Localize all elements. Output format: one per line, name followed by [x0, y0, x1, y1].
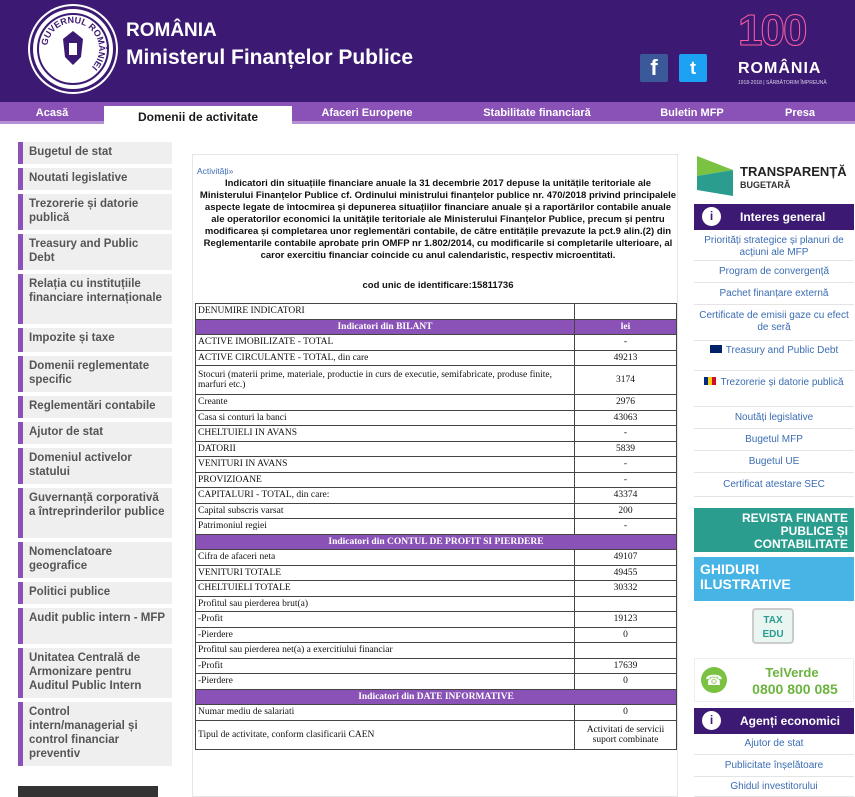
table-row-label: Creante: [196, 395, 575, 411]
transparenta-bugetara-banner[interactable]: [694, 152, 854, 200]
sidebar-item-trezorerie[interactable]: Trezorerie și datorie publică: [18, 194, 172, 230]
transparenta-logo-icon: [697, 156, 733, 196]
nav-domenii-activitate[interactable]: Domenii de activitate: [104, 106, 292, 128]
table-row-value: 0: [575, 705, 677, 721]
table-row-label: ACTIVE CIRCULANTE - TOTAL, din care: [196, 350, 575, 366]
table-row-label: Cifra de afaceri neta: [196, 550, 575, 566]
tax-edu-icon[interactable]: TAX EDU: [752, 608, 794, 644]
sidebar-item-guvernanta-corporativa[interactable]: Guvernanță corporativă a întreprinderilor publice: [18, 488, 172, 538]
link-ghidul-investitorului[interactable]: Ghidul investitorului: [694, 777, 854, 797]
table-row-label: VENITURI TOTALE: [196, 565, 575, 581]
link-label: Treasury and Public Debt: [725, 345, 839, 356]
table-row-value: -: [575, 472, 677, 488]
sidebar-item-reglementari-contabile[interactable]: Reglementări contabile: [18, 396, 172, 418]
table-row-label: Capital subscris varsat: [196, 503, 575, 519]
page-title: Indicatori din situațiile financiare anuale la 31 decembrie 2017 depuse la unitățile teritoriale ale Ministerului Finanțelor Publice cf. Ordinului ministrului finanțelor publice nr. 470/2018 privind principalele aspecte legate de întocmirea și depunerea situațiilor financiare anuale și a raportărilor contabile anuale ale operatorilor economici la unitățile teritoriale ale Ministerului Finanțelor Publice, precum și pentru modificarea și completarea unor reglementări contabile, de către entitățile prevazute la pct.9 alin.(2) din Reglementarile contabile aprobate prin OMFP nr 1.802/2014, cu modificarile si completarile ulterioare, al caror exercitiu financiar coincide cu anul calendaristic, respectiv microentitati.: [199, 178, 677, 261]
phone-icon: ☎: [701, 667, 727, 693]
section-date-informative: Indicatori din DATE INFORMATIVE: [196, 689, 677, 705]
table-row-value: 19123: [575, 612, 677, 628]
sidebar-item-noutati-legislative[interactable]: Noutati legislative: [18, 168, 172, 190]
info-icon: i: [702, 711, 721, 730]
revista-banner[interactable]: REVISTA FINANTE PUBLICE ȘI CONTABILITATE: [694, 508, 854, 552]
table-row-label: Tipul de activitate, conform clasificarii CAEN: [196, 720, 575, 749]
table-row-value: 2976: [575, 395, 677, 411]
link-trezorerie-datorie[interactable]: [694, 371, 854, 407]
centenary-logo-text: ROMÂNIA: [738, 60, 822, 77]
anaf-banner[interactable]: [18, 786, 158, 797]
link-prioritati-strategice[interactable]: Priorități strategice și planuri de acțiuni ale MFP: [694, 233, 854, 261]
sidebar-item-politici-publice[interactable]: Politici publice: [18, 582, 172, 604]
table-row-value: Activitati de servicii suport combinate: [575, 720, 677, 749]
fiscal-code: cod unic de identificare:15811736: [362, 280, 514, 291]
table-row-value: [575, 643, 677, 659]
uk-flag-icon: [710, 345, 722, 353]
sidebar-item-treasury[interactable]: Treasury and Public Debt: [18, 234, 172, 270]
interes-general-title: Interes general: [740, 210, 826, 224]
sidebar-item-control-intern[interactable]: Control intern/managerial și control financiar preventiv: [18, 702, 172, 766]
transparenta-title: TRANSPARENȚĂ: [740, 164, 847, 179]
table-row-label: CHELTUIELI TOTALE: [196, 581, 575, 597]
table-header-label: DENUMIRE INDICATORI: [196, 304, 575, 320]
table-row-value: 30332: [575, 581, 677, 597]
table-row-label: Patrimoniul regiei: [196, 519, 575, 535]
sidebar-item-bugetul-de-stat[interactable]: Bugetul de stat: [18, 142, 172, 164]
sidebar-item-nomenclatoare[interactable]: Nomenclatoare geografice: [18, 542, 172, 578]
ministry-name[interactable]: Ministerul Finanțelor Publice: [126, 46, 414, 69]
sidebar-item-impozite-taxe[interactable]: Impozite și taxe: [18, 328, 172, 352]
info-icon: i: [702, 207, 721, 226]
link-noutati-legislative[interactable]: Noutăți legislative: [694, 407, 854, 429]
table-row-label: Stocuri (materii prime, materiale, productie in curs de executie, semifabricate, produse finite, marfuri etc.): [196, 366, 575, 395]
table-row-label: Profitul sau pierderea net(a) a exercitiului financiar: [196, 643, 575, 659]
main-nav: [0, 102, 855, 124]
table-row-value: -: [575, 335, 677, 351]
table-row-value: 200: [575, 503, 677, 519]
link-publicitate-inselatoare[interactable]: Publicitate înșelătoare: [694, 755, 854, 777]
country-name: ROMÂNIA: [126, 20, 217, 41]
table-row-label: -Profit: [196, 612, 575, 628]
table-row-value: 49213: [575, 350, 677, 366]
table-row-label: -Pierdere: [196, 627, 575, 643]
agenti-economici-title: Agenți economici: [740, 714, 841, 728]
ro-flag-icon: [704, 377, 716, 385]
table-row-label: DATORII: [196, 441, 575, 457]
unit-lei: lei: [575, 319, 677, 335]
ghiduri-banner[interactable]: GHIDURI ILUSTRATIVE: [694, 557, 854, 601]
agenti-economici-header: [694, 708, 854, 734]
table-row-value: 43374: [575, 488, 677, 504]
table-row-label: VENITURI IN AVANS: [196, 457, 575, 473]
table-row-value: 49107: [575, 550, 677, 566]
table-row-label: PROVIZIOANE: [196, 472, 575, 488]
table-row-value: 0: [575, 674, 677, 690]
link-treasury-public-debt[interactable]: [694, 341, 854, 371]
facebook-icon[interactable]: f: [640, 54, 668, 82]
link-pachet-finantare[interactable]: Pachet finanțare externă: [694, 283, 854, 305]
section-profit-pierdere: Indicatori din CONTUL DE PROFIT SI PIERDERE: [196, 534, 677, 550]
table-row-label: Casa si conturi la banci: [196, 410, 575, 426]
table-row-value: [575, 596, 677, 612]
sidebar-item-domeniul-activelor[interactable]: Domeniul activelor statului: [18, 448, 172, 484]
sidebar-item-domenii-reglementate[interactable]: Domenii reglementate specific: [18, 356, 172, 392]
centenary-logo-number: 100: [738, 6, 806, 55]
table-row-value: -: [575, 519, 677, 535]
link-bugetul-mfp[interactable]: Bugetul MFP: [694, 429, 854, 451]
table-row-value: 43063: [575, 410, 677, 426]
nav-presa[interactable]: Presa: [785, 107, 815, 119]
table-row-label: -Pierdere: [196, 674, 575, 690]
table-row-label: ACTIVE IMOBILIZATE - TOTAL: [196, 335, 575, 351]
table-row-label: -Profit: [196, 658, 575, 674]
table-row-value: 49455: [575, 565, 677, 581]
nav-acasa[interactable]: Acasă: [35, 107, 69, 119]
table-row-value: -: [575, 426, 677, 442]
link-label: Trezorerie și datorie publică: [720, 377, 844, 388]
link-ajutor-de-stat[interactable]: Ajutor de stat: [694, 735, 854, 755]
telverde-number: 0800 800 085: [752, 681, 838, 697]
link-certificat-sec[interactable]: Certificat atestare SEC: [694, 473, 854, 497]
table-row-label: Profitul sau pierderea brut(a): [196, 596, 575, 612]
table-row-label: Numar mediu de salariati: [196, 705, 575, 721]
government-seal-logo[interactable]: [30, 6, 116, 92]
telverde-title: TelVerde: [765, 665, 819, 680]
sidebar-item-relatia-institutii[interactable]: Relația cu instituțiile financiare internaționale: [18, 274, 172, 324]
table-row-value: -: [575, 457, 677, 473]
table-row-value: 5839: [575, 441, 677, 457]
centenary-logo-subtitle: 1918-2018 | SĂRBĂTORIM ÎMPREUNĂ: [738, 80, 827, 86]
telverde-banner[interactable]: [694, 658, 854, 702]
breadcrumb[interactable]: Activități»: [197, 166, 234, 176]
nav-buletin-mfp[interactable]: Buletin MFP: [660, 107, 724, 119]
table-row-label: CHELTUIELI IN AVANS: [196, 426, 575, 442]
sidebar-item-audit-public[interactable]: Audit public intern - MFP: [18, 608, 172, 644]
link-program-convergenta[interactable]: Program de convergență: [694, 261, 854, 283]
seal-text: GUVERNUL ROMÂNIEI: [39, 14, 108, 73]
link-certificate-emisii[interactable]: Certificate de emisii gaze cu efect de seră: [694, 305, 854, 341]
table-row-value: 17639: [575, 658, 677, 674]
sidebar-item-ucaapi[interactable]: Unitatea Centrală de Armonizare pentru Auditul Public Intern: [18, 648, 172, 698]
financial-indicators-table: [195, 303, 677, 750]
link-bugetul-ue[interactable]: Bugetul UE: [694, 451, 854, 473]
table-row-value: 3174: [575, 366, 677, 395]
sidebar-item-ajutor-de-stat[interactable]: Ajutor de stat: [18, 422, 172, 444]
transparenta-subtitle: BUGETARĂ: [740, 180, 791, 190]
interes-general-header: [694, 204, 854, 230]
twitter-icon[interactable]: t: [679, 54, 707, 82]
site-header: [0, 0, 855, 102]
nav-stabilitate-financiara[interactable]: Stabilitate financiară: [483, 107, 591, 119]
table-row-value: 0: [575, 627, 677, 643]
table-row-label: CAPITALURI - TOTAL, din care:: [196, 488, 575, 504]
section-bilant: Indicatori din BILANT: [196, 319, 575, 335]
nav-afaceri-europene[interactable]: Afaceri Europene: [321, 107, 413, 119]
